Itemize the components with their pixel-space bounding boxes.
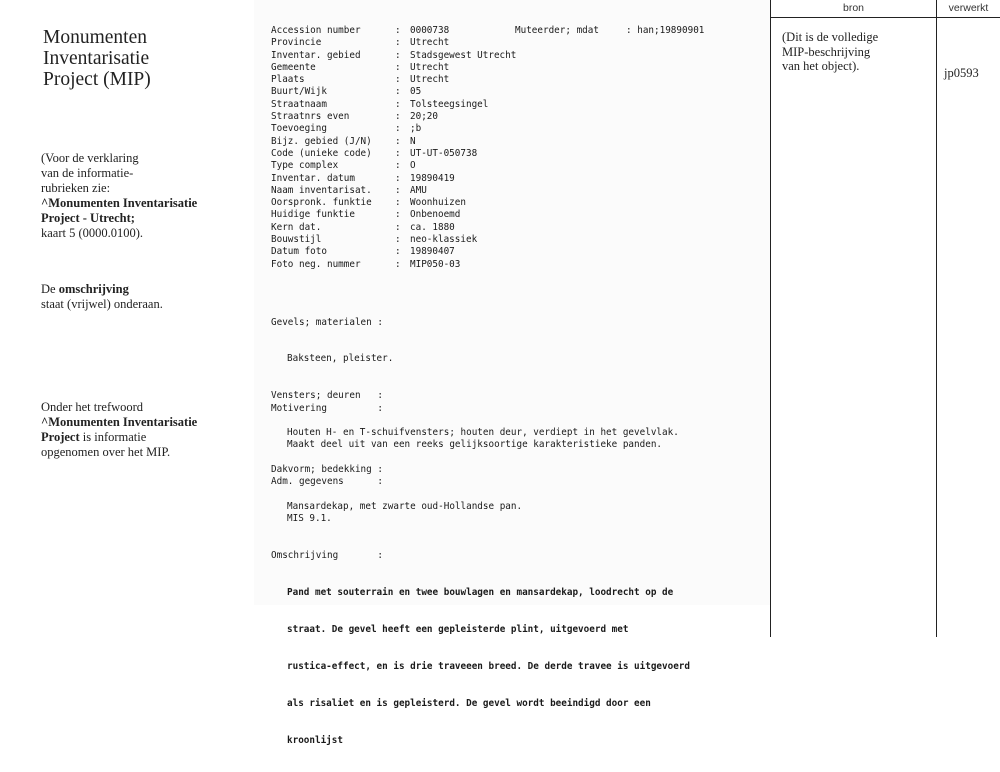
record-field-label: Straatnaam	[271, 98, 327, 110]
record-field-row	[271, 209, 516, 221]
note3-line-1: Onder het trefwoord	[41, 400, 144, 414]
vensters-label: Vensters; deuren :	[271, 390, 383, 402]
record-field-row	[271, 259, 516, 271]
record-field-separator: :	[395, 74, 401, 86]
note3-line-4: opgenomen over het MIP.	[41, 445, 171, 459]
record-field-label: Kern dat.	[271, 221, 322, 233]
record-field-separator: :	[395, 61, 401, 73]
record-field-separator: :	[395, 111, 401, 123]
record-field-value: 05	[410, 86, 422, 98]
record-field-label: Bijz. gebied (J/N)	[271, 135, 372, 147]
adm-label: Adm. gegevens :	[271, 476, 383, 488]
muteerder-label: Muteerder; mdat	[515, 25, 599, 36]
record-field-row	[271, 111, 516, 123]
omschrijving-line-1: Pand met souterrain en twee bouwlagen en mansardekap, loodrecht op de	[287, 587, 674, 599]
mip-title	[43, 27, 151, 90]
bron-line-3: van het object).	[782, 59, 860, 73]
record-field-separator: :	[395, 49, 401, 61]
column-divider-verwerkt	[936, 0, 937, 637]
record-field-value: Utrecht	[410, 74, 450, 86]
record-field-separator: :	[395, 37, 401, 49]
header-divider	[770, 17, 1000, 18]
record-field-value: Tolsteegsingel	[410, 98, 489, 110]
explanation-note	[41, 151, 197, 241]
note1-tail: kaart 5 (0000.0100).	[41, 226, 144, 240]
muteerder-field	[515, 25, 704, 37]
omschrijving-line-5: kroonlijst	[287, 734, 343, 746]
gevels-label: Gevels; materialen :	[271, 316, 383, 328]
record-field-value: Utrecht	[410, 61, 450, 73]
dakvorm-value: Mansardekap, met zwarte oud-Hollandse pan.	[287, 501, 523, 513]
record-field-value: neo-klassiek	[410, 234, 478, 246]
record-field-value: ;b	[410, 123, 422, 135]
record-field-label: Naam inventarisat.	[271, 184, 372, 196]
record-field-row	[271, 74, 516, 86]
note3-rest-2: is informatie	[79, 430, 147, 444]
left-annotation-column	[0, 0, 250, 649]
record-field-separator: :	[395, 86, 401, 98]
record-field-label: Type complex	[271, 160, 339, 172]
record-field-label: Buurt/Wijk	[271, 86, 327, 98]
adm-value: MIS 9.1.	[287, 513, 332, 525]
record-field-value: 19890407	[410, 246, 455, 258]
record-field-value: O	[410, 160, 416, 172]
gevels-value: Baksteen, pleister.	[287, 353, 394, 365]
record-field-value: MIP050-03	[410, 258, 461, 270]
record-field-separator: :	[395, 234, 401, 246]
record-field-label: Oorspronk. funktie	[271, 197, 372, 209]
record-field-separator: :	[395, 160, 401, 172]
record-field-value: 19890419	[410, 172, 455, 184]
record-field-label: Gemeente	[271, 61, 316, 73]
note3-bold-2: Project	[41, 430, 80, 444]
motivering-value: Maakt deel uit van een reeks gelijksoortige karakteristieke panden.	[287, 439, 663, 451]
record-field-value: Utrecht	[410, 37, 450, 49]
record-field-value: 0000738	[410, 25, 450, 36]
record-field-separator: :	[395, 246, 401, 258]
motivering-label: Motivering :	[271, 402, 383, 414]
record-field-separator: :	[395, 147, 401, 159]
record-field-row	[271, 234, 516, 246]
record-field-list	[271, 25, 516, 271]
record-field-row	[271, 25, 516, 37]
record-field-label: Provincie	[271, 37, 322, 49]
vensters-value: Houten H- en T-schuifvensters; houten deur, verdiept in het gevelvlak.	[287, 427, 679, 439]
record-field-row	[271, 86, 516, 98]
note3-bold-1: ^Monumenten Inventarisatie	[41, 415, 198, 429]
record-motivation-block	[271, 378, 690, 772]
omschrijving-line-4: als risaliet en is gepleisterd. De gevel wordt beeindigd door een	[287, 697, 651, 709]
record-field-row	[271, 197, 516, 209]
omschrijving-note	[41, 282, 163, 312]
record-field-row	[271, 173, 516, 185]
omschrijving-label: Omschrijving :	[271, 550, 383, 562]
dakvorm-label: Dakvorm; bedekking :	[271, 464, 383, 476]
note2-line-2: staat (vrijwel) onderaan.	[41, 297, 163, 311]
record-field-label: Inventar. gebied	[271, 49, 361, 61]
record-field-label: Toevoeging	[271, 123, 327, 135]
record-field-row	[271, 62, 516, 74]
omschrijving-line-3: rustica-effect, en is drie traveeen breed. De derde travee is uitgevoerd	[287, 660, 690, 672]
record-field-separator: :	[395, 25, 401, 36]
muteerder-value: han;19890901	[637, 25, 705, 36]
record-field-row	[271, 222, 516, 234]
note2-bold: omschrijving	[58, 282, 129, 296]
record-field-separator: :	[395, 98, 401, 110]
record-field-label: Foto neg. nummer	[271, 258, 361, 270]
bron-line-1: (Dit is de volledige	[782, 30, 879, 44]
record-field-row	[271, 185, 516, 197]
record-field-label: Accession number	[271, 25, 361, 36]
verwerkt-header: verwerkt	[948, 2, 989, 14]
record-field-label: Datum foto	[271, 246, 327, 258]
record-field-row	[271, 160, 516, 172]
record-field-separator: :	[395, 184, 401, 196]
record-field-separator: :	[395, 221, 401, 233]
note1-bold-line-2: Project - Utrecht;	[41, 211, 135, 225]
note1-line-2: van de informatie-	[41, 166, 134, 180]
record-field-row	[271, 50, 516, 62]
record-field-value: 20;20	[410, 111, 438, 123]
verwerkt-code: jp0593	[944, 66, 979, 80]
record-field-separator: :	[395, 135, 401, 147]
record-field-row	[271, 136, 516, 148]
record-field-value: N	[410, 135, 416, 147]
record-field-label: Code (unieke code)	[271, 147, 372, 159]
record-field-separator: :	[395, 123, 401, 135]
record-field-separator: :	[395, 197, 401, 209]
record-field-row	[271, 37, 516, 49]
mip-record-printout	[254, 0, 770, 746]
mip-title-line-1: Monumenten	[43, 27, 147, 48]
record-field-separator: :	[395, 172, 401, 184]
record-field-row	[271, 148, 516, 160]
mip-title-line-3: Project (MIP)	[43, 69, 151, 90]
record-field-value: Woonhuizen	[410, 197, 466, 209]
note2-prefix: De	[41, 282, 59, 296]
record-field-label: Bouwstijl	[271, 234, 322, 246]
bron-note	[782, 30, 878, 74]
record-field-row	[271, 99, 516, 111]
note1-line-3: rubrieken zie:	[41, 181, 111, 195]
record-field-label: Straatnrs even	[271, 111, 350, 123]
muteerder-separator: :	[626, 25, 632, 36]
record-field-label: Huidige funktie	[271, 209, 355, 221]
record-field-row	[271, 123, 516, 135]
record-field-row	[271, 246, 516, 258]
bron-header: bron	[842, 2, 864, 14]
record-field-value: UT-UT-050738	[410, 147, 478, 159]
record-field-value: ca. 1880	[410, 221, 455, 233]
record-field-value: Stadsgewest Utrecht	[410, 49, 517, 61]
note1-line-1: (Voor de verklaring	[41, 151, 139, 165]
omschrijving-line-2: straat. De gevel heeft een gepleisterde plint, uitgevoerd met	[287, 623, 629, 635]
record-field-label: Inventar. datum	[271, 172, 355, 184]
bron-line-2: MIP-beschrijving	[782, 44, 871, 59]
record-field-label: Plaats	[271, 74, 305, 86]
record-field-separator: :	[395, 209, 401, 221]
column-divider-bron	[770, 0, 771, 637]
trefwoord-note	[41, 400, 197, 460]
mip-title-line-2: Inventarisatie	[43, 48, 150, 69]
note1-bold-line-1: ^Monumenten Inventarisatie	[41, 196, 198, 210]
record-field-value: AMU	[410, 184, 427, 196]
record-field-separator: :	[395, 258, 401, 270]
record-field-value: Onbenoemd	[410, 209, 461, 221]
